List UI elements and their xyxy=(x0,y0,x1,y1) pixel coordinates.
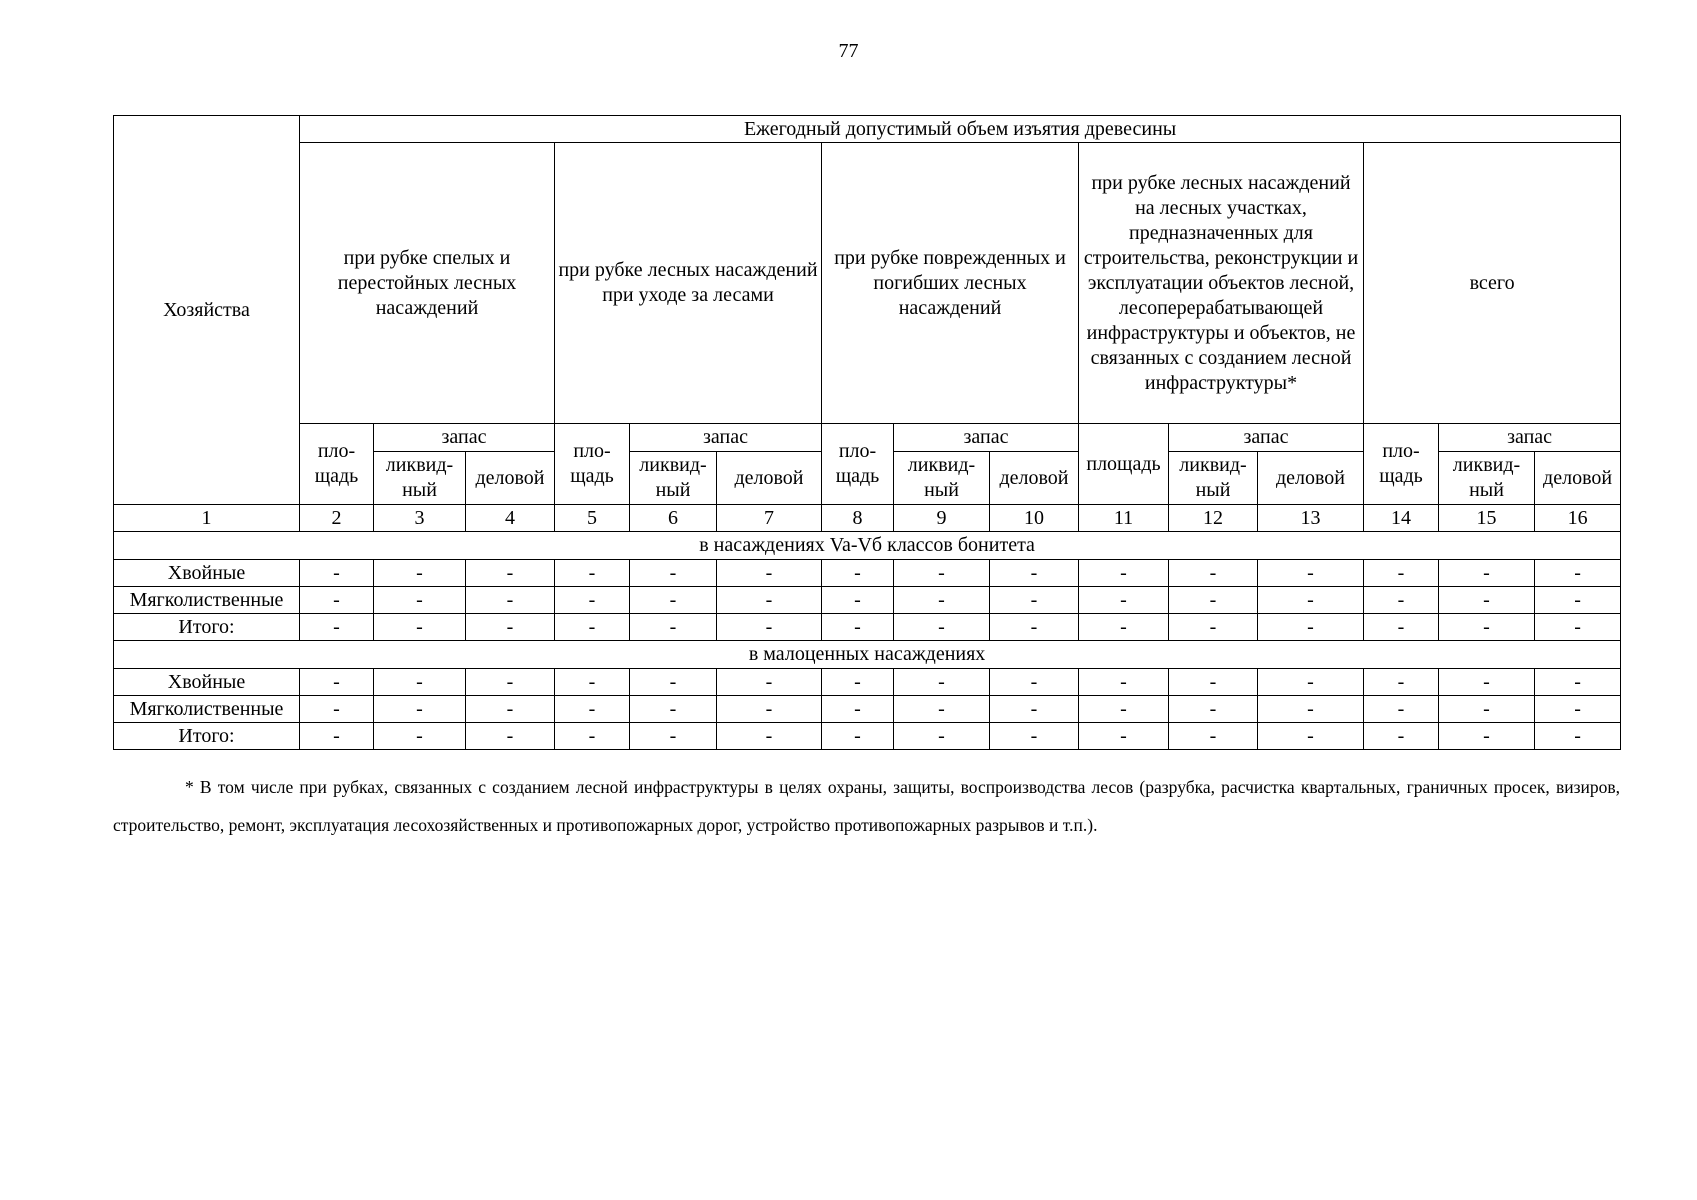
table-cell: - xyxy=(1364,669,1439,696)
table-cell: - xyxy=(1169,587,1258,614)
stock-header: запас xyxy=(630,424,822,452)
stock-header: запас xyxy=(1169,424,1364,452)
table-cell: - xyxy=(1169,560,1258,587)
table-cell: - xyxy=(466,587,555,614)
column-number: 4 xyxy=(466,505,555,532)
table-cell: - xyxy=(1535,587,1621,614)
table-cell: - xyxy=(630,696,717,723)
area-header: пло-щадь xyxy=(1364,424,1439,505)
table-cell: - xyxy=(1439,587,1535,614)
table-cell: - xyxy=(990,723,1079,750)
table-cell: - xyxy=(466,723,555,750)
table-cell: - xyxy=(1535,669,1621,696)
table-cell: - xyxy=(374,614,466,641)
commercial-header: деловой xyxy=(990,452,1079,505)
table-cell: - xyxy=(374,696,466,723)
column-number: 6 xyxy=(630,505,717,532)
column-number: 10 xyxy=(990,505,1079,532)
table-row xyxy=(114,696,1621,723)
table-cell: - xyxy=(555,614,630,641)
table-cell: - xyxy=(630,560,717,587)
table-cell: - xyxy=(1079,669,1169,696)
table-cell: - xyxy=(1364,614,1439,641)
table-cell: - xyxy=(1079,723,1169,750)
timber-harvest-table xyxy=(113,115,1621,750)
group-header-thinning: при рубке лесных насаждений при уходе за лесами xyxy=(555,143,822,424)
table-cell: - xyxy=(1364,723,1439,750)
table-cell: - xyxy=(822,669,894,696)
liquid-header: ликвид-ный xyxy=(894,452,990,505)
table-cell: - xyxy=(1258,614,1364,641)
table-cell: - xyxy=(1535,560,1621,587)
table-row xyxy=(114,587,1621,614)
area-header: пло-щадь xyxy=(822,424,894,505)
table-cell: - xyxy=(990,587,1079,614)
table-cell: - xyxy=(1169,669,1258,696)
table-cell: - xyxy=(990,669,1079,696)
area-header: пло-щадь xyxy=(555,424,630,505)
row-header-households: Хозяйства xyxy=(114,116,300,505)
column-number: 7 xyxy=(717,505,822,532)
table-cell: - xyxy=(466,696,555,723)
table-row xyxy=(114,560,1621,587)
table-cell: - xyxy=(894,560,990,587)
table-cell: - xyxy=(990,614,1079,641)
table-cell: - xyxy=(1439,560,1535,587)
stock-header: запас xyxy=(374,424,555,452)
table-cell: - xyxy=(1169,696,1258,723)
table-cell: - xyxy=(630,669,717,696)
table-cell: - xyxy=(1439,723,1535,750)
table-cell: - xyxy=(990,560,1079,587)
table-cell: - xyxy=(1079,560,1169,587)
group-header-damaged: при рубке поврежденных и погибших лесных насаждений xyxy=(822,143,1079,424)
footnote xyxy=(113,768,1620,844)
table-cell: - xyxy=(1169,723,1258,750)
section-title: в малоценных насаждениях xyxy=(114,641,1621,669)
column-number: 15 xyxy=(1439,505,1535,532)
footnote-text: В том числе при рубках, связанных с созданием лесной инфраструктуры в целях охраны, защиты, воспроизводства лесов (разрубка, расчистка квартальных, граничных просек, визиров, строительство, ремонт, эксплуатация лесохозяйственных и противопожарных дорог, устройство противопожарных разрывов и т.п.). xyxy=(113,777,1620,835)
table-cell: - xyxy=(1535,696,1621,723)
table-cell: - xyxy=(1258,696,1364,723)
stock-header: запас xyxy=(894,424,1079,452)
table-cell: - xyxy=(822,614,894,641)
table-cell: - xyxy=(374,587,466,614)
area-header: площадь xyxy=(1079,424,1169,505)
table-cell: - xyxy=(717,587,822,614)
group-header-construction: при рубке лесных насаждений на лесных участках, предназначенных для строительства, реконструкции и эксплуатации объектов лесной, лесоперерабатывающей инфраструктуры и объектов, не связанных с созданием лесной инфраструктуры* xyxy=(1079,143,1364,424)
page-number: 77 xyxy=(838,40,859,62)
table-cell: - xyxy=(1079,587,1169,614)
column-number: 14 xyxy=(1364,505,1439,532)
column-number: 8 xyxy=(822,505,894,532)
table-cell: - xyxy=(1439,614,1535,641)
column-number-row xyxy=(114,505,1621,532)
footnote-marker: * xyxy=(185,777,194,797)
table-cell: - xyxy=(1079,696,1169,723)
table-cell: - xyxy=(630,614,717,641)
liquid-header: ликвид-ный xyxy=(1169,452,1258,505)
table-cell: - xyxy=(555,723,630,750)
column-number: 5 xyxy=(555,505,630,532)
column-number: 2 xyxy=(300,505,374,532)
table-cell: - xyxy=(1079,614,1169,641)
table-cell: - xyxy=(990,696,1079,723)
row-label: Мягколиственные xyxy=(114,587,300,614)
liquid-header: ликвид-ный xyxy=(374,452,466,505)
table-cell: - xyxy=(717,669,822,696)
row-label: Мягколиственные xyxy=(114,696,300,723)
table-row xyxy=(114,723,1621,750)
section-row xyxy=(114,641,1621,669)
commercial-header: деловой xyxy=(1258,452,1364,505)
table-cell: - xyxy=(1258,560,1364,587)
area-header: пло-щадь xyxy=(300,424,374,505)
table-cell: - xyxy=(300,587,374,614)
table-cell: - xyxy=(894,723,990,750)
table-cell: - xyxy=(1258,587,1364,614)
table-cell: - xyxy=(822,560,894,587)
table-cell: - xyxy=(1439,696,1535,723)
liquid-header: ликвид-ный xyxy=(630,452,717,505)
table-cell: - xyxy=(300,614,374,641)
commercial-header: деловой xyxy=(717,452,822,505)
table-cell: - xyxy=(717,614,822,641)
table-cell: - xyxy=(894,587,990,614)
table-cell: - xyxy=(374,560,466,587)
column-number: 13 xyxy=(1258,505,1364,532)
column-number: 12 xyxy=(1169,505,1258,532)
table-cell: - xyxy=(300,723,374,750)
table-cell: - xyxy=(894,669,990,696)
table-cell: - xyxy=(1258,669,1364,696)
table-cell: - xyxy=(630,723,717,750)
table-cell: - xyxy=(1439,669,1535,696)
column-number: 1 xyxy=(114,505,300,532)
stock-header: запас xyxy=(1439,424,1621,452)
table-cell: - xyxy=(894,696,990,723)
column-number: 16 xyxy=(1535,505,1621,532)
row-label: Хвойные xyxy=(114,560,300,587)
section-row xyxy=(114,532,1621,560)
top-header: Ежегодный допустимый объем изъятия древесины xyxy=(300,116,1621,143)
row-label: Итого: xyxy=(114,614,300,641)
table-cell: - xyxy=(1169,614,1258,641)
table-cell: - xyxy=(300,669,374,696)
table-cell: - xyxy=(466,614,555,641)
section-title: в насаждениях Va-Vб классов бонитета xyxy=(114,532,1621,560)
commercial-header: деловой xyxy=(1535,452,1621,505)
table-cell: - xyxy=(1364,587,1439,614)
group-header-mature: при рубке спелых и перестойных лесных насаждений xyxy=(300,143,555,424)
table-cell: - xyxy=(894,614,990,641)
table-cell: - xyxy=(1364,560,1439,587)
table-cell: - xyxy=(822,587,894,614)
table-cell: - xyxy=(822,723,894,750)
table-cell: - xyxy=(300,560,374,587)
row-label: Хвойные xyxy=(114,669,300,696)
liquid-header: ликвид-ный xyxy=(1439,452,1535,505)
table-row xyxy=(114,669,1621,696)
table-cell: - xyxy=(630,587,717,614)
table-cell: - xyxy=(555,696,630,723)
table-cell: - xyxy=(1364,696,1439,723)
table-cell: - xyxy=(555,560,630,587)
table-cell: - xyxy=(374,723,466,750)
table-cell: - xyxy=(717,560,822,587)
table-cell: - xyxy=(555,669,630,696)
table-cell: - xyxy=(1535,723,1621,750)
commercial-header: деловой xyxy=(466,452,555,505)
table-cell: - xyxy=(300,696,374,723)
table-cell: - xyxy=(1258,723,1364,750)
table-cell: - xyxy=(466,560,555,587)
table-cell: - xyxy=(1535,614,1621,641)
table-row xyxy=(114,614,1621,641)
table-cell: - xyxy=(717,696,822,723)
table-cell: - xyxy=(466,669,555,696)
row-label: Итого: xyxy=(114,723,300,750)
group-header-total: всего xyxy=(1364,143,1621,424)
column-number: 11 xyxy=(1079,505,1169,532)
column-number: 3 xyxy=(374,505,466,532)
table-cell: - xyxy=(717,723,822,750)
table-cell: - xyxy=(555,587,630,614)
table-cell: - xyxy=(374,669,466,696)
column-number: 9 xyxy=(894,505,990,532)
table-cell: - xyxy=(822,696,894,723)
